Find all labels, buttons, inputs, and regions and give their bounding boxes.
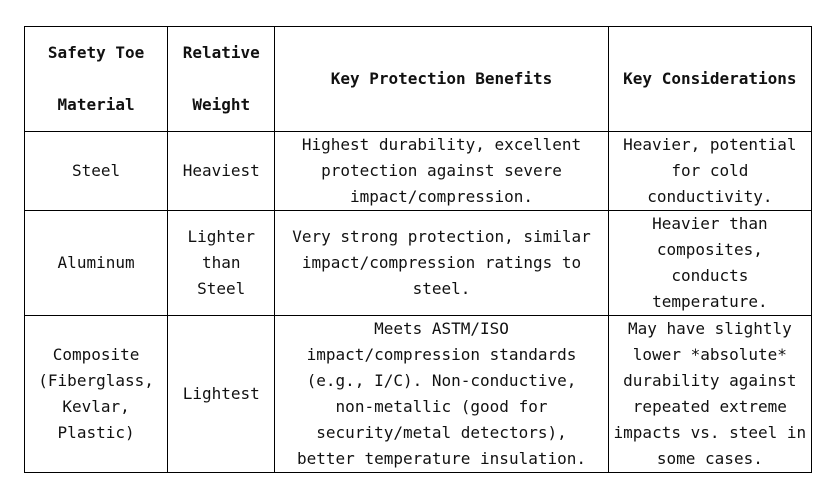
- header-benefits: [275, 27, 608, 132]
- material-steel: Steel: [72, 161, 121, 180]
- header-row: [25, 27, 812, 132]
- weight-aluminum: Lighter than Steel: [187, 227, 255, 298]
- header-considerations-label: Key Considerations: [623, 69, 797, 88]
- cell-benefits: [275, 211, 608, 316]
- header-weight-label: Relative Weight: [182, 43, 260, 114]
- cell-benefits: [275, 132, 608, 211]
- benefits-composite: Meets ASTM/ISO impact/compression standards (e.g., I/C). Non-conductive, non-metallic (good for security/metal detectors), better temperature insulation.: [297, 319, 586, 468]
- weight-steel: Heaviest: [182, 161, 260, 180]
- material-aluminum: Aluminum: [57, 253, 135, 272]
- considerations-steel: Heavier, potential for cold conductivity.: [623, 135, 797, 206]
- material-composite: Composite (Fiberglass, Kevlar, Plastic): [38, 345, 154, 442]
- table-row: [25, 316, 812, 473]
- weight-composite: Lightest: [182, 384, 260, 403]
- table-row: [25, 211, 812, 316]
- considerations-composite: May have slightly lower *absolute* durability against repeated extreme impacts vs. steel in some cases.: [613, 319, 807, 468]
- header-considerations: [608, 27, 811, 132]
- cell-weight: [168, 132, 275, 211]
- cell-weight: [168, 211, 275, 316]
- table-row: [25, 132, 812, 211]
- benefits-aluminum: Very strong protection, similar impact/compression ratings to steel.: [292, 227, 591, 298]
- header-material: [25, 27, 168, 132]
- cell-considerations: [608, 132, 811, 211]
- cell-material: [25, 132, 168, 211]
- cell-considerations: [608, 211, 811, 316]
- cell-benefits: [275, 316, 608, 473]
- considerations-aluminum: Heavier than composites, conducts temperature.: [652, 214, 768, 311]
- benefits-steel: Highest durability, excellent protection against severe impact/compression.: [301, 135, 582, 206]
- header-material-label: Safety Toe Material: [47, 43, 145, 114]
- cell-weight: [168, 316, 275, 473]
- cell-considerations: [608, 316, 811, 473]
- header-weight: [168, 27, 275, 132]
- cell-material: [25, 211, 168, 316]
- cell-material: [25, 316, 168, 473]
- header-benefits-label: Key Protection Benefits: [330, 69, 553, 88]
- comparison-table: [24, 26, 812, 473]
